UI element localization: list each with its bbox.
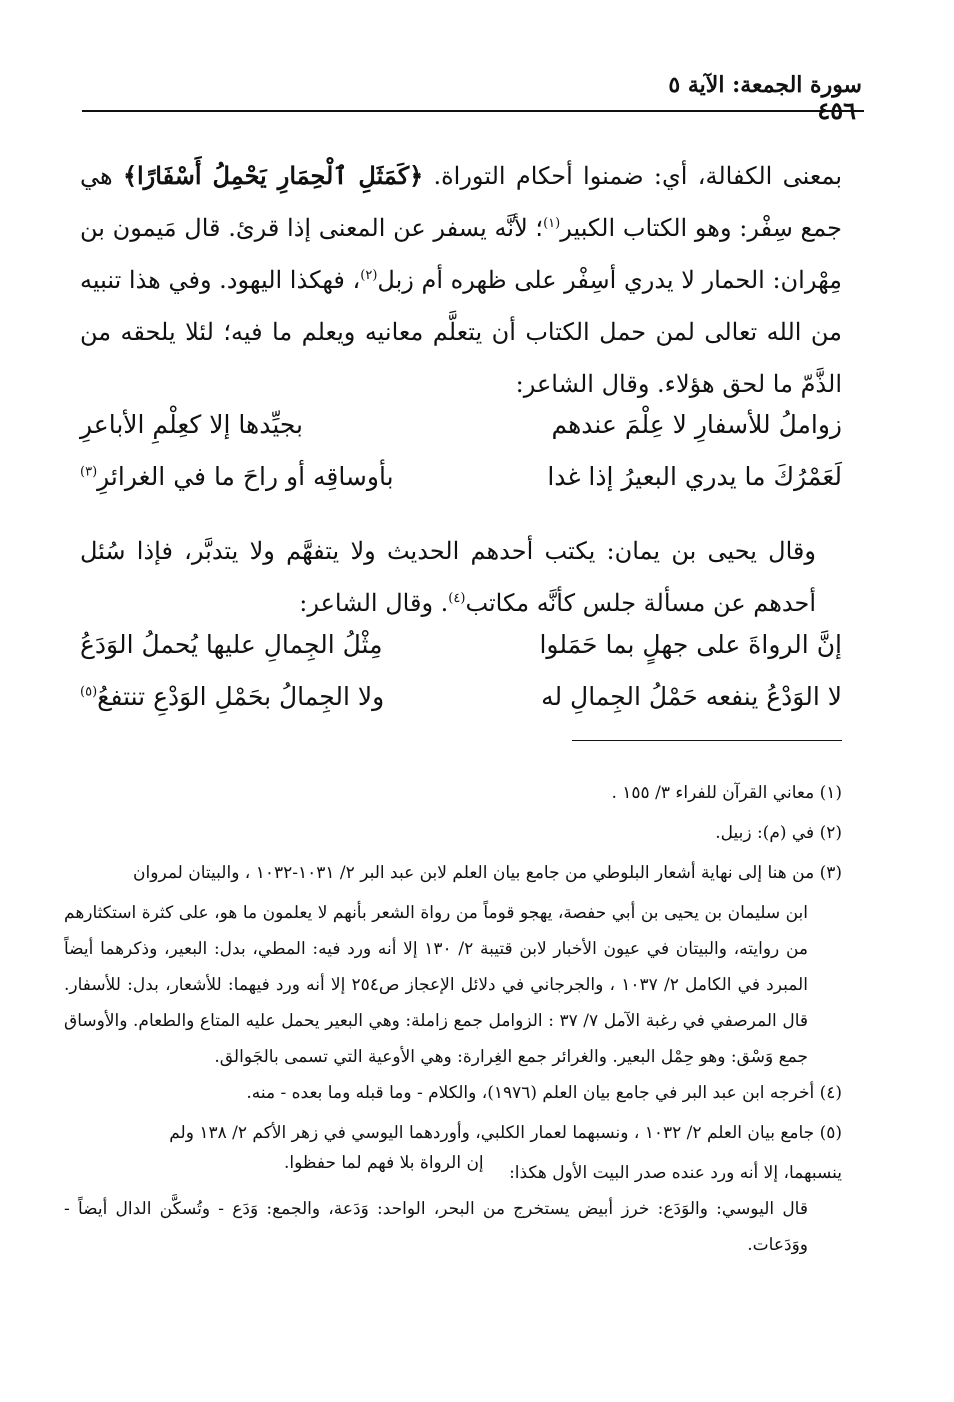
paragraph-1 bbox=[80, 150, 842, 410]
main-text-2 bbox=[80, 525, 842, 629]
footnote-5-continuation: قال اليوسي: والوَدَع: خرز أبيض يستخرج من البحر، الواحد: وَدَعة، والجمع: وَدَع - وتُسكَّن الدال أيضاً - ووَدَعات. bbox=[64, 1199, 808, 1255]
poem-line bbox=[80, 410, 842, 460]
text-run: بأوساقِه أو راحَ ما في الغرائرِ bbox=[97, 462, 394, 491]
text-run: بمعنى الكفالة، أي: ضمنوا أحكام التوراة. bbox=[423, 162, 842, 190]
hemistich-first: زواملُ للأسفارِ لا عِلْمَ عندهم bbox=[551, 410, 842, 439]
quran-verse: ﴿كَمَثَلِ ٱلْحِمَارِ يَحْمِلُ أَسْفَارًا﴾ bbox=[122, 161, 424, 190]
text-run: هي جمع سِفْر: وهو الكتاب الكبير bbox=[80, 162, 842, 242]
footnote-separator bbox=[572, 740, 842, 741]
text-run: ، فهكذا اليهود. وفي هذا تنبيه من الله تعالى لمن حمل الكتاب أن يتعلَّم معانيه ويعلم ما فيه؛ لئلا يلحقه من الذَّمّ ما لحق هؤلاء. وقال الشاعر: bbox=[80, 266, 842, 398]
footnote-5-quoted-hemistich: إن الرواة بلا فهم لما حفظوا. bbox=[284, 1153, 484, 1173]
footnote-1: (١) معاني القرآن للفراء ٣/ ١٥٥ . bbox=[611, 783, 842, 803]
hemistich-second bbox=[80, 462, 394, 491]
running-title: سورة الجمعة: الآية ٥ bbox=[668, 72, 862, 98]
footnote-5: (٥) جامع بيان العلم ٢/ ١٠٣٢ ، ونسبهما لعمار الكلبي، وأوردهما اليوسي في زهر الأكم ٢/ ١٣٨ ولم bbox=[169, 1123, 842, 1143]
footnote-3-continuation: ابن سليمان بن يحيى بن أبي حفصة، يهجو قوماً من رواة الشعر بأنهم لا يعلمون ما هو، على كثرة استكثارهم من روايته، والبيتان في عيون الأخبار لابن قتيبة ٢/ ١٣٠ إلا أنه ورد فيه: المطي، بدل: البعير، وذكرهما أيضاً المبرد في الكامل ٢/ ١٠٣٧ ، والجرجاني في دلائل الإعجاز ص٢٥٤ إلا أنه ورد فيهما: للأشعار، بدل: للأسفار. قال المرصفي في رغبة الآمل ٧/ ٣٧ : الزوامل جمع زاملة: وهي البعير يحمل عليه المتاع والطعام. والأوساق جمع وَسْق: وهو حِمْل البعير. والغرائر جمع الغِرارة: وهي الأوعية التي تسمى بالجَوالق. bbox=[64, 903, 808, 1067]
footnote-5-second-line: ينسبهما، إلا أنه ورد عنده صدر البيت الأول هكذا: bbox=[509, 1163, 842, 1183]
footnote-3-first-line: (٣) من هنا إلى نهاية أشعار البلوطي من جامع بيان العلم لابن عبد البر ٢/ ١٠٣١-١٠٣٢ ، والبيتان لمروان bbox=[133, 863, 842, 883]
page-number: ٤٥٦ bbox=[817, 96, 856, 125]
footnote-ref[interactable]: (٥) bbox=[80, 684, 98, 700]
poem-line bbox=[80, 630, 842, 680]
footnote-2: (٢) في (م): زبيل. bbox=[715, 823, 842, 843]
paragraph-2 bbox=[80, 525, 842, 629]
hemistich-second bbox=[80, 682, 384, 711]
text-run: وقال يحيى بن يمان: يكتب أحدهم الحديث ولا يتفهَّم ولا يتدبَّر، فإذا سُئل أحدهم عن مسألة جلس كأنَّه مكاتب bbox=[80, 537, 816, 617]
text-run: ؛ لأنَّه يسفر عن المعنى إذا قرئ. قال مَيمون بن مِهْران: الحمار لا يدري أسِفْر على ظهره أم زبل bbox=[80, 214, 842, 294]
poem-line bbox=[80, 682, 842, 732]
footnote-ref[interactable]: (٢) bbox=[360, 268, 378, 283]
hemistich-first: إنَّ الرواةَ على جهلٍ بما حَمَلوا bbox=[539, 630, 842, 659]
footnotes bbox=[64, 775, 842, 1263]
footnote-ref[interactable]: (٤) bbox=[448, 591, 466, 606]
hemistich-second: بجيِّدها إلا كعِلْمِ الأباعرِ bbox=[80, 410, 303, 439]
header-rule bbox=[82, 110, 864, 112]
poem-line bbox=[80, 462, 842, 512]
footnote-ref[interactable]: (١) bbox=[543, 216, 561, 231]
footnote-3 bbox=[64, 855, 842, 891]
footnote-ref[interactable]: (٣) bbox=[80, 464, 98, 480]
hemistich-second: مِثْلُ الجِمالِ عليها يُحملُ الوَدَعُ bbox=[80, 630, 383, 659]
hemistich-first: لَعَمْرُكَ ما يدري البعيرُ إذا غدا bbox=[547, 462, 842, 491]
footnote-5-quote-line bbox=[64, 1155, 842, 1191]
text-run: . وقال الشاعر: bbox=[299, 589, 449, 617]
main-text bbox=[80, 150, 842, 410]
footnote-4: (٤) أخرجه ابن عبد البر في جامع بيان العلم (١٩٧٦)، والكلام - وما قبله وما بعده - منه. bbox=[246, 1083, 842, 1103]
hemistich-first: لا الوَدْعُ ينفعه حَمْلُ الجِمالِ له bbox=[541, 682, 842, 711]
text-run: ولا الجِمالُ بحَمْلِ الوَدْعِ تنتفعُ bbox=[97, 682, 385, 711]
